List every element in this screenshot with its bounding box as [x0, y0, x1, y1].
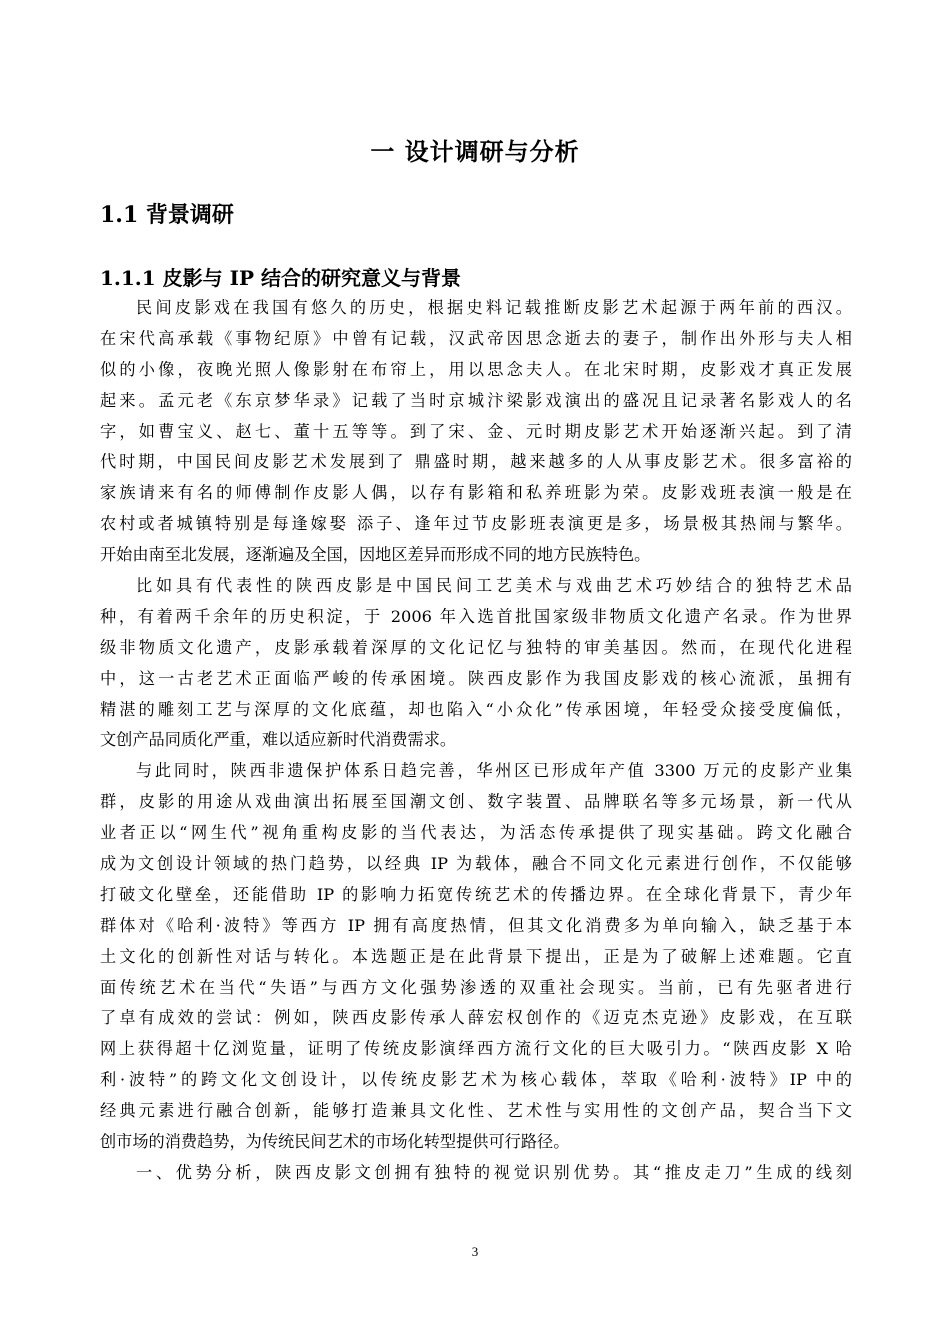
chapter-title: 一 设计调研与分析 — [370, 137, 580, 166]
body-text-line: 字，如曹宝义、赵七、董十五等等。到了宋、金、元时期皮影艺术开始逐渐兴起。到了清 — [100, 421, 852, 441]
body-text-line: 创市场的消费趋势，为传统民间艺术的市场化转型提供可行路径。 — [100, 1132, 570, 1152]
page-number: 3 — [471, 1244, 479, 1259]
body-text-line: 网上获得超十亿浏览量，证明了传统皮影演绎西方流行文化的巨大吸引力。“陕西皮影 X 哈 — [100, 1039, 852, 1059]
body-text-line: 民间皮影戏在我国有悠久的历史，根据史料记载推断皮影艺术起源于两年前的西汉。 — [136, 298, 852, 317]
body-text-line: 业者正以“网生代”视角重构皮影的当代表达，为活态传承提供了现实基础。跨文化融合 — [100, 823, 852, 843]
body-text-line: 代时期，中国民间皮影艺术发展到了 鼎盛时期，越来越多的人从事皮影艺术。很多富裕的 — [100, 452, 852, 472]
body-text-line: 精湛的雕刻工艺与深厚的文化底蕴，却也陷入“小众化”传承困境，年轻受众接受度偏低， — [100, 699, 852, 719]
body-text-line: 似的小像，夜晚光照人像影射在布帘上，用以思念夫人。在北宋时期，皮影戏才真正发展 — [100, 359, 852, 379]
body-text-line: 经典元素进行融合创新，能够打造兼具文化性、艺术性与实用性的文创产品，契合当下文 — [100, 1101, 852, 1121]
body-text-line: 家族请来有名的师傅制作皮影人偶，以存有影箱和私养班影为荣。皮影戏班表演一般是在 — [100, 483, 852, 503]
body-text-line: 中，这一古老艺术正面临严峻的传承困境。陕西皮影作为我国皮影戏的核心流派，虽拥有 — [100, 668, 852, 688]
body-text-line: 群体对《哈利·波特》等西方 IP 拥有高度热情，但其文化消费多为单向输入，缺乏基于本 — [100, 915, 852, 935]
body-text-line: 起来。孟元老《东京梦华录》记载了当时京城汴梁影戏演出的盛况且记录著名影戏人的名 — [100, 390, 852, 410]
body-text-line: 与此同时，陕西非遗保护体系日趋完善，华州区已形成年产值 3300 万元的皮影产业集 — [136, 761, 852, 781]
body-text-line: 在宋代高承载《事物纪原》中曾有记载，汉武帝因思念逝去的妻子，制作出外形与夫人相 — [100, 328, 852, 348]
body-text-line: 利·波特”的跨文化文创设计，以传统皮影艺术为核心载体，萃取《哈利·波特》IP 中的 — [100, 1070, 852, 1090]
body-text-line: 种，有着两千余年的历史积淀，于 2006 年入选首批国家级非物质文化遗产名录。作为世界 — [100, 606, 852, 626]
body-text-line: 了卓有成效的尝试：例如，陕西皮影传承人薛宏权创作的《迈克杰克逊》皮影戏，在互联 — [100, 1008, 852, 1028]
body-text-line: 比如具有代表性的陕西皮影是中国民间工艺美术与戏曲艺术巧妙结合的独特艺术品 — [136, 576, 852, 596]
body-text-line: 群，皮影的用途从戏曲演出拓展至国潮文创、数字装置、品牌联名等多元场景，新一代从 — [100, 792, 852, 812]
body-text-line: 文创产品同质化严重，难以适应新时代消费需求。 — [100, 730, 457, 750]
subsection-title: 1.1.1 皮影与 IP 结合的研究意义与背景 — [100, 266, 461, 290]
body-text-line: 农村或者城镇特别是每逢嫁娶 添子、逢年过节皮影班表演更是多，场景极其热闹与繁华。 — [100, 514, 852, 534]
body-text — [100, 293, 852, 1189]
body-text-line: 一、优势分析，陕西皮影文创拥有独特的视觉识别优势。其“推皮走刀”生成的线刻 — [136, 1162, 852, 1182]
body-text-line: 开始由南至北发展，逐渐遍及全国，因地区差异而形成不同的地方民族特色。 — [100, 545, 651, 565]
body-text-line: 面传统艺术在当代“失语”与西方文化强势渗透的双重社会现实。当前，已有先驱者进行 — [100, 977, 852, 997]
body-text-line: 级非物质文化遗产，皮影承载着深厚的文化记忆与独特的审美基因。然而，在现代化进程 — [100, 637, 852, 657]
body-text-line: 打破文化壁垒，还能借助 IP 的影响力拓宽传统艺术的传播边界。在全球化背景下，青少年 — [100, 884, 852, 904]
body-text-line: 成为文创设计领域的热门趋势，以经典 IP 为载体，融合不同文化元素进行创作，不仅能够 — [100, 854, 852, 874]
section-title: 1.1 背景调研 — [100, 202, 234, 228]
body-text-line: 土文化的创新性对话与转化。本选题正是在此背景下提出，正是为了破解上述难题。它直 — [100, 946, 852, 966]
